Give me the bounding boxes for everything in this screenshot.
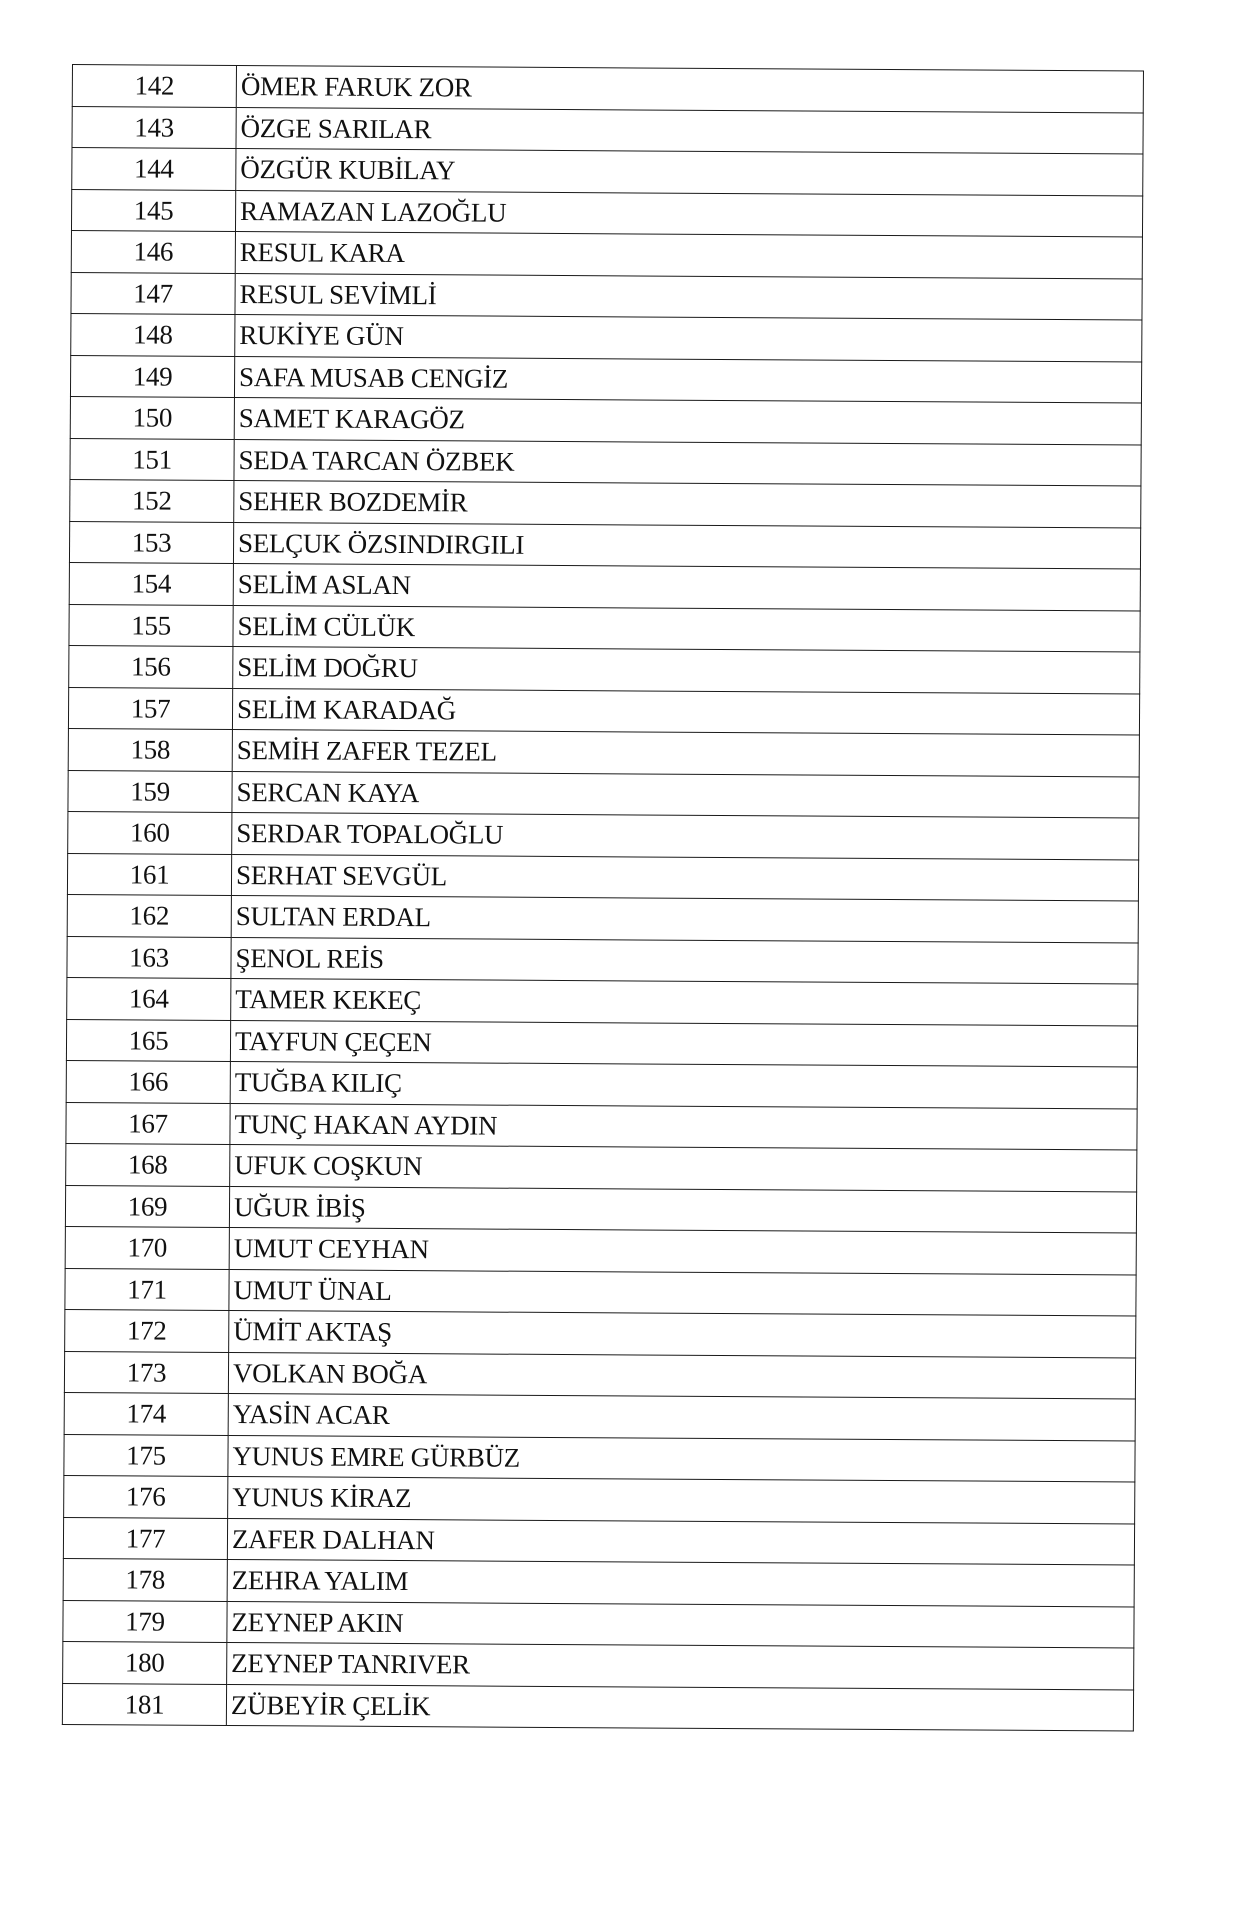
row-number-cell: 160 xyxy=(68,811,232,854)
row-number-cell: 171 xyxy=(65,1268,229,1311)
table-row xyxy=(62,1683,1133,1731)
full-name-cell: ÖZGE SARILAR xyxy=(236,107,1143,154)
full-name-cell: ZÜBEYİR ÇELİK xyxy=(226,1684,1133,1731)
full-name-cell: TAYFUN ÇEÇEN xyxy=(230,1020,1137,1067)
full-name-cell: SEDA TARCAN ÖZBEK xyxy=(234,439,1141,486)
full-name-cell: SERDAR TOPALOĞLU xyxy=(232,812,1139,859)
full-name-cell: VOLKAN BOĞA xyxy=(228,1352,1135,1399)
table-row xyxy=(65,1226,1136,1274)
table-row xyxy=(72,65,1143,113)
full-name-cell: SELİM CÜLÜK xyxy=(233,605,1140,652)
table-row xyxy=(64,1475,1135,1523)
full-name-cell: UFUK COŞKUN xyxy=(230,1144,1137,1191)
row-number-cell: 173 xyxy=(64,1351,228,1394)
row-number-cell: 158 xyxy=(68,728,232,771)
table-row xyxy=(67,977,1138,1025)
full-name-cell: SELÇUK ÖZSINDIRGILI xyxy=(233,522,1140,569)
row-number-cell: 169 xyxy=(65,1185,229,1228)
row-number-cell: 145 xyxy=(71,189,235,232)
full-name-cell: RESUL KARA xyxy=(235,232,1142,279)
row-number-cell: 147 xyxy=(71,272,235,315)
table-row xyxy=(70,438,1141,486)
row-number-cell: 148 xyxy=(71,313,235,356)
table-row xyxy=(69,562,1140,610)
full-name-cell: ÖZGÜR KUBİLAY xyxy=(236,149,1143,196)
table-row xyxy=(71,189,1142,237)
full-name-cell: ZEYNEP AKIN xyxy=(227,1601,1134,1648)
table-row xyxy=(71,230,1142,278)
row-number-cell: 142 xyxy=(72,65,236,108)
full-name-cell: TAMER KEKEÇ xyxy=(231,978,1138,1025)
row-number-cell: 167 xyxy=(66,1102,230,1145)
row-number-cell: 153 xyxy=(69,521,233,564)
table-row xyxy=(68,811,1139,859)
table-row xyxy=(67,853,1138,901)
table-row xyxy=(66,1143,1137,1191)
row-number-cell: 180 xyxy=(63,1641,227,1684)
full-name-cell: SELİM DOĞRU xyxy=(233,646,1140,693)
row-number-cell: 159 xyxy=(68,770,232,813)
full-name-cell: YUNUS EMRE GÜRBÜZ xyxy=(228,1435,1135,1482)
full-name-cell: ZEYNEP TANRIVER xyxy=(227,1642,1134,1689)
table-row xyxy=(65,1309,1136,1357)
table-row xyxy=(63,1558,1134,1606)
full-name-cell: UMUT CEYHAN xyxy=(229,1227,1136,1274)
table-row xyxy=(69,604,1140,652)
table-row xyxy=(63,1641,1134,1689)
row-number-cell: 170 xyxy=(65,1226,229,1269)
full-name-cell: RUKİYE GÜN xyxy=(235,315,1142,362)
row-number-cell: 162 xyxy=(67,894,231,937)
table-row xyxy=(65,1268,1136,1316)
full-name-cell: ZAFER DALHAN xyxy=(227,1518,1134,1565)
full-name-cell: RAMAZAN LAZOĞLU xyxy=(235,190,1142,237)
row-number-cell: 156 xyxy=(69,645,233,688)
name-list-body xyxy=(62,65,1143,1732)
row-number-cell: 177 xyxy=(63,1517,227,1560)
table-row xyxy=(65,1185,1136,1233)
row-number-cell: 144 xyxy=(72,148,236,191)
full-name-cell: TUNÇ HAKAN AYDIN xyxy=(230,1103,1137,1150)
full-name-cell: SELİM KARADAĞ xyxy=(232,688,1139,735)
row-number-cell: 163 xyxy=(67,936,231,979)
full-name-cell: SULTAN ERDAL xyxy=(231,895,1138,942)
row-number-cell: 161 xyxy=(67,853,231,896)
row-number-cell: 154 xyxy=(69,562,233,605)
full-name-cell: RESUL SEVİMLİ xyxy=(235,273,1142,320)
table-row xyxy=(70,396,1141,444)
row-number-cell: 155 xyxy=(69,604,233,647)
table-row xyxy=(66,1102,1137,1150)
full-name-cell: SAMET KARAGÖZ xyxy=(234,397,1141,444)
table-row xyxy=(71,272,1142,320)
full-name-cell: YASİN ACAR xyxy=(228,1393,1135,1440)
full-name-cell: SERHAT SEVGÜL xyxy=(231,854,1138,901)
row-number-cell: 179 xyxy=(63,1600,227,1643)
full-name-cell: TUĞBA KILIÇ xyxy=(230,1061,1137,1108)
row-number-cell: 178 xyxy=(63,1558,227,1601)
table-row xyxy=(72,106,1143,154)
table-row xyxy=(66,1060,1137,1108)
row-number-cell: 175 xyxy=(64,1434,228,1477)
row-number-cell: 143 xyxy=(72,106,236,149)
table-row xyxy=(64,1392,1135,1440)
full-name-cell: SAFA MUSAB CENGİZ xyxy=(234,356,1141,403)
table-row xyxy=(71,313,1142,361)
full-name-cell: SEHER BOZDEMİR xyxy=(234,480,1141,527)
full-name-cell: SELİM ASLAN xyxy=(233,563,1140,610)
full-name-cell: ZEHRA YALIM xyxy=(227,1559,1134,1606)
row-number-cell: 176 xyxy=(64,1475,228,1518)
table-row xyxy=(70,355,1141,403)
row-number-cell: 164 xyxy=(67,977,231,1020)
table-row xyxy=(69,521,1140,569)
row-number-cell: 151 xyxy=(70,438,234,481)
table-row xyxy=(69,645,1140,693)
table-row xyxy=(72,148,1143,196)
row-number-cell: 174 xyxy=(64,1392,228,1435)
row-number-cell: 157 xyxy=(68,687,232,730)
table-row xyxy=(64,1351,1135,1399)
table-row xyxy=(63,1600,1134,1648)
table-row xyxy=(68,770,1139,818)
row-number-cell: 152 xyxy=(70,479,234,522)
table-row xyxy=(63,1517,1134,1565)
row-number-cell: 165 xyxy=(66,1019,230,1062)
full-name-cell: SERCAN KAYA xyxy=(232,771,1139,818)
full-name-cell: SEMİH ZAFER TEZEL xyxy=(232,729,1139,776)
full-name-cell: UĞUR İBİŞ xyxy=(229,1186,1136,1233)
full-name-cell: UMUT ÜNAL xyxy=(229,1269,1136,1316)
table-row xyxy=(67,936,1138,984)
table-row xyxy=(67,894,1138,942)
full-name-cell: ÖMER FARUK ZOR xyxy=(236,66,1143,113)
table-row xyxy=(68,728,1139,776)
full-name-cell: YUNUS KİRAZ xyxy=(228,1476,1135,1523)
row-number-cell: 146 xyxy=(71,230,235,273)
row-number-cell: 166 xyxy=(66,1060,230,1103)
table-row xyxy=(70,479,1141,527)
name-list-table xyxy=(62,64,1144,1732)
row-number-cell: 150 xyxy=(70,396,234,439)
table-row xyxy=(66,1019,1137,1067)
table-row xyxy=(68,687,1139,735)
row-number-cell: 168 xyxy=(66,1143,230,1186)
full-name-cell: ŞENOL REİS xyxy=(231,937,1138,984)
row-number-cell: 172 xyxy=(65,1309,229,1352)
table-row xyxy=(64,1434,1135,1482)
row-number-cell: 149 xyxy=(70,355,234,398)
full-name-cell: ÜMİT AKTAŞ xyxy=(229,1310,1136,1357)
row-number-cell: 181 xyxy=(62,1683,226,1726)
